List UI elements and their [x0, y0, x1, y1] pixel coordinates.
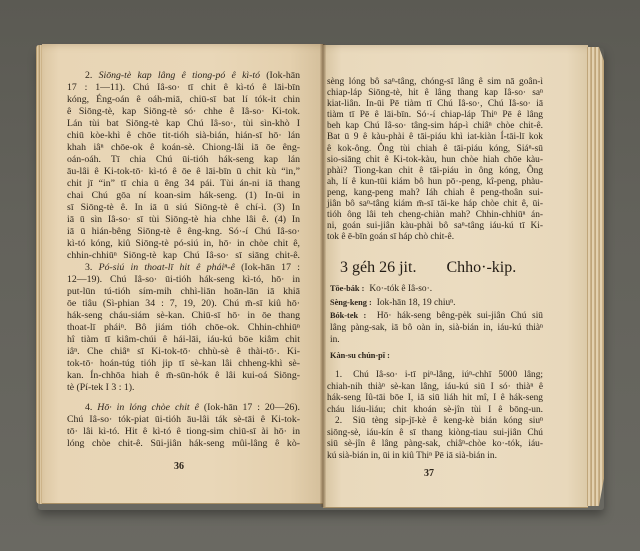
section-title: Siōng-tè kap lâng ê tiong-pó ê kì-tó [98, 70, 261, 81]
text-line: phài? Tiong-kan chit ê tāi-piáu ìn ông kóng, Ông [327, 165, 543, 176]
scripture-reference: (Iok-hān 17 : [234, 262, 300, 273]
meta-scripture [330, 296, 543, 310]
text-line: āu-lâi ê Ki-tok-tō· kì-tó ê ōe ê lāi-bīn ū chit kù “in,” [67, 166, 300, 177]
text-line: peng, kang-peng mah? Iáh chiah ê peng-thoân sui- [327, 187, 543, 198]
right-page-text [327, 77, 543, 243]
text-line: tō· lâi kì-tó. Hit ê kì-tó ê tiong-sim chiū-sī ài hō· in [67, 426, 300, 437]
meta-purpose-continued: lâng pàng-sak, iā bô oàn in, sià-bián in, iáu-kú thiàⁿ [330, 323, 543, 333]
left-page-text [67, 70, 300, 450]
section-heading-line [67, 262, 300, 274]
section-number: 4. [85, 402, 93, 413]
point-text: Siū tèng sip-jī-kè ê keng-kè bián kóng siuⁿ [352, 416, 544, 426]
point-text: Chú Iâ-so· i-tī piⁿ-lâng, iúⁿ-chhī 5000 lâng; [353, 370, 544, 380]
point-line: cháu liáu-liáu; chit khoán sè-jîn tùi I ê bōng-un. [327, 404, 543, 415]
point-line: hák-seng Iû-tāi bōe I, iā siū liáh hit mî, I ê hák-seng [327, 393, 543, 403]
text-line: chit jī “in” tī chia ū êng 34 pái. Tùi án-ni iā thang [67, 178, 300, 189]
section-heading-line [67, 402, 300, 414]
point-number: 2. [335, 416, 343, 426]
text-line: hî tiàm tī kiâm-chúi ê hái-lāi, iáu-kú bōe kiâm chit [67, 334, 300, 345]
text-line: kì-tó kóng, kiû Siōng-tè pó-siú in, hō· in chòe chit ê, [67, 238, 300, 249]
point-number: 1. [335, 370, 343, 380]
point-line: siōng-sè, iáu-kín ê sī thang kiòng-tiau sui-jiân Chú [327, 427, 543, 438]
page-number-left: 36 [174, 461, 184, 472]
section-title: Pó-siú in thoat-lī hit ê pháiⁿ-ê [98, 262, 235, 273]
text-line: sèng lóng bô saⁿ-tâng, chóng-sī lâng ê sim nā goân-ì [327, 77, 543, 87]
meta-purpose-continued: in. [330, 335, 340, 345]
meta-value: Iok-hān 18, 19 chiuⁿ. [376, 298, 456, 308]
text-line: kóng, Éng-oán ê oáh-miā, chiū-sī bat lí tók-it chin [67, 94, 300, 105]
text-line: ê kok-ông. Ông tùi chiah ê tāi-piáu kóng, Siáⁿ-sū [327, 143, 543, 154]
text-line: chiap-láp Siōng-tè, hit ê lâng thang kap Iâ-so· saⁿ [327, 88, 543, 99]
text-line: chhin-chhiūⁿ Siōng-tè kap Chú Iâ-so· sī siāng chit-ê. [67, 250, 300, 261]
text-line: iā ū sìn Iâ-so· sī tùi Siōng-tè hia chhe lâi ê. (4) In [67, 214, 300, 225]
text-line: sī Siōng-tè ê. In iā ū siú Siōng-tè ê chí-ì. (3) In [67, 202, 300, 213]
lesson-title: Chho·-kip. [446, 259, 517, 276]
text-line: Lán tùi bat Siōng-tè kap Chú Iâ-so·, tùi sìn-khò I [67, 118, 300, 129]
text-line: tè (Pí-tek I 3 : 1). [67, 382, 135, 393]
section-heading-line [67, 70, 300, 82]
text-line: jiân bô saⁿ-tâng kiám m̄-sī tāi-ke háp chòe chit ê, ūi- [327, 199, 543, 210]
text-line: ê Siōng-tè, kap Siōng-tè só· chhe ê Iâ-so· Ki-tok. [67, 106, 300, 117]
text-line: hák-seng cháu-siám sè-kan. Chiū-sī hō· in ōe thang [67, 310, 300, 321]
text-line: tiàm tī Pē ê lāi-bīn. Só·-í chiap-láp Thiⁿ Pē ê lâng [327, 110, 543, 121]
right-page-edges [587, 47, 604, 506]
text-line: sio-siāng chit ê Ki-tok-kàu, hun chòe hiah chōe kàu- [327, 154, 543, 165]
meta-label: Bók-tek : [330, 311, 367, 320]
lesson-date: 3 géh 26 jit. [340, 259, 417, 276]
text-line: iā ū hián-bêng Siōng-tè ê êng-kng. Só·-í Chú Iâ-so· [67, 226, 300, 237]
text-line: 12—19). Chú Iâ-so· ūi-tióh hák-seng kì-tó, hō· in [67, 274, 300, 285]
section-number: 2. [85, 70, 93, 81]
meta-value: Hō· hák-seng bêng-pėk sui-jiân Chú siū [376, 311, 543, 321]
text-line: Bat ū 9 ê kàu-phài ê tāi-piáu khì iat-kiàn Í-tāi-lī kok [327, 132, 543, 143]
text-line: ni, goán sui-jiân kàu-phài bô saⁿ-tâng iáu-kú tī Ki- [327, 221, 543, 232]
text-line: chai Chú gōa ní koan-sim hák-seng. (1) In-ūi in [67, 190, 300, 201]
text-line: iâⁿ. Che chiâⁿ sī Ki-tok-tō· chhù-sè ê thài-tō·. Ki- [67, 346, 300, 357]
text-line: ōe tiâu (Sì-phian 34 : 7, 19, 20). Chú m̄-sī kiû hō· [67, 298, 300, 309]
teaching-points [327, 370, 543, 462]
point-line: chiah-nih thiàⁿ sè-kan lâng, iáu-kú siū I só· thiàⁿ ê [327, 381, 543, 392]
text-line: tok-tō· hoán-túg tióh jip tī sè-kan lâi chheng-khì sè- [67, 358, 300, 369]
scripture-reference: (Iok-hān [260, 70, 300, 81]
text-line: 17 : 1—11). Chú Iâ-so· tī chit ê kì-tó ê lāi-bīn [67, 82, 300, 93]
text-line: kiat-liân. In-ūi Pē tiàm tī Chú Iâ-so·, Chú Iâ-so· iā [327, 99, 543, 110]
meta-topic [330, 282, 543, 296]
point-line [327, 370, 543, 382]
text-line: thoat-lī pháiⁿ. Bô jiám tióh chōe-ok. Chhin-chhiūⁿ [67, 322, 300, 333]
text-line: oán-oáh. Tī chia Chú ūi-tióh hák-seng kap lán [67, 154, 300, 165]
text-line: put-lūn tú-tióh sím-mih chhì-liān hoān-lān iā khiā [67, 286, 300, 297]
text-line: khah iâⁿ chōe-ok ê koán-sè. Chiong-lâi iā ōe êng- [67, 142, 300, 153]
point-line [327, 416, 543, 428]
meta-value: Ko·-tók ê Iâ-so·. [369, 284, 433, 294]
prep-label: Kàn-su chún-pī : [330, 351, 390, 360]
text-line: kan. Ín-chhōa hiah ê m̄-sūn-hók ê lâi kui-oá Siōng- [67, 370, 300, 381]
meta-label: Tōe-bák : [330, 284, 365, 293]
text-line: chiū kòe-khì ê chōe tit-tióh sià-bián, hián-sī hō· lán [67, 130, 300, 141]
text-line: tok ê ē-bīn goán sī háp chò chit-ê. [327, 232, 455, 243]
text-line: Chú Iâ-so· tók-piat ūi-tióh āu-lâi ták sè-tāi ê Ki-tok- [67, 414, 300, 425]
section-title: Hō· in lóng chòe chit ê [97, 402, 199, 413]
lesson-meta [330, 282, 543, 362]
meta-label: Sèng-keng : [330, 298, 372, 307]
section-number: 3. [85, 262, 93, 273]
text-line: ah, lí ê kun-tūi kiám bô hun pō·-peng, kî-peng, phàu- [327, 176, 543, 187]
text-line: lóng chòe chit-ê. Sūi-jiân hák-seng mûi-lâng ê kò- [67, 438, 300, 449]
scripture-reference: (Iok-hān 17 : 20—26). [198, 402, 300, 413]
point-line: kú sià-bián in, ūi in kiû Thiⁿ Pē iā sià-bián in. [327, 450, 497, 461]
page-number-right: 37 [424, 468, 434, 479]
text-line: tióh ông lâi teh cheng-chiàn mah? Chhin-chhiūⁿ án- [327, 210, 543, 221]
lesson-heading [340, 257, 516, 279]
meta-purpose [330, 310, 543, 322]
book-spine [320, 44, 326, 507]
text-line: beh kap Chú Iâ-so· tâng-sim háp-ì chiâⁿ chòe chit-ê. [327, 121, 543, 132]
point-line: siū sè-jîn ê lâng pàng-sak, chiâⁿ-chòe ko·-tók, iáu- [327, 439, 543, 449]
prep-heading [330, 350, 543, 362]
